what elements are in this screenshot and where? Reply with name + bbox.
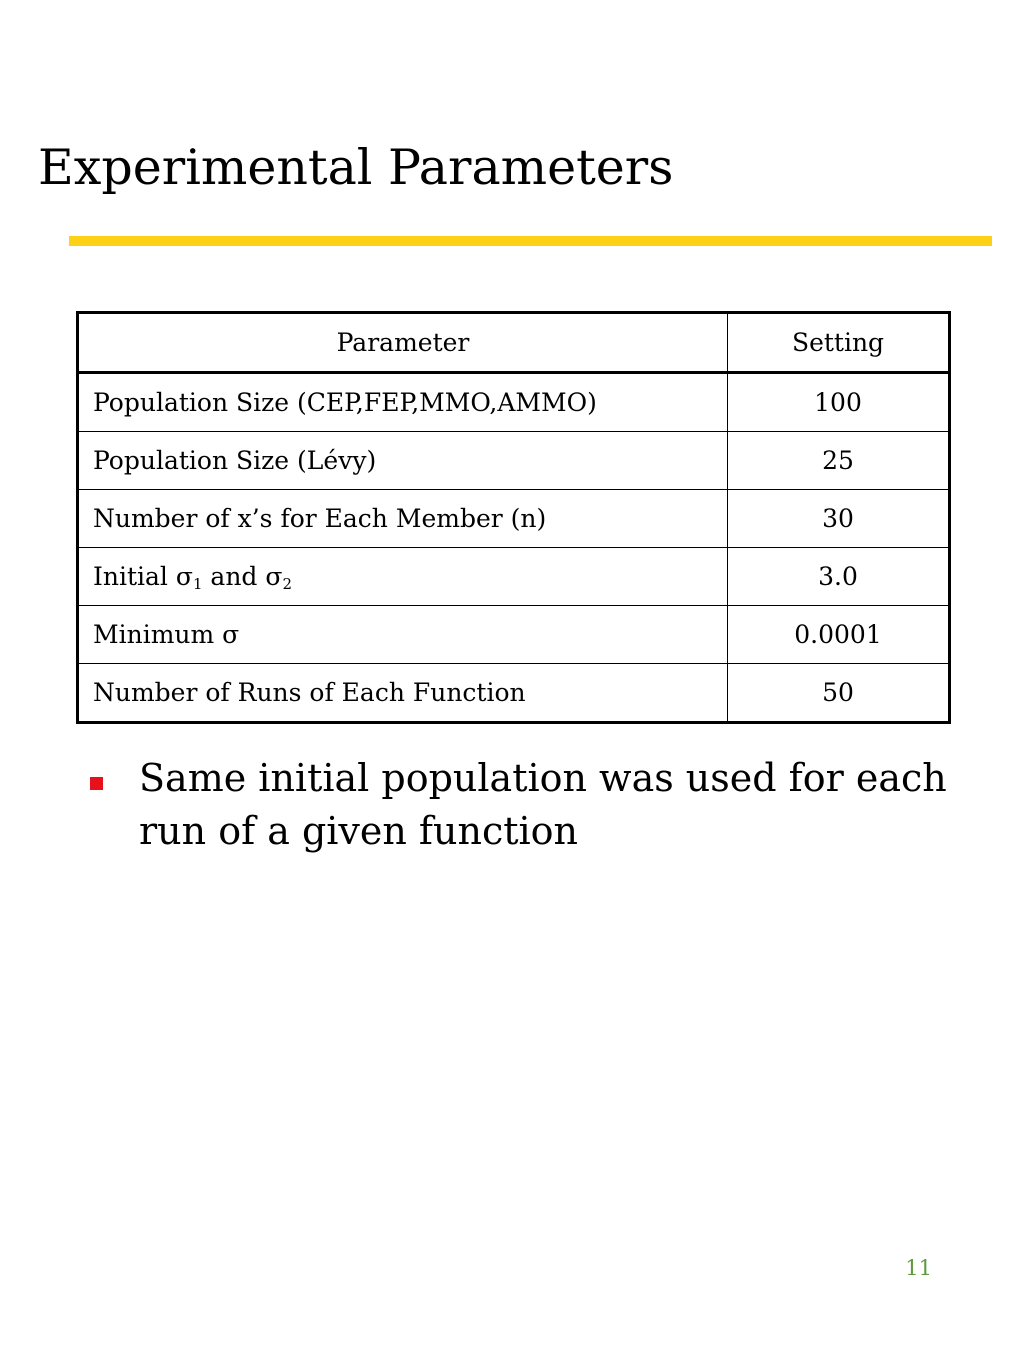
bullet-item <box>88 752 948 858</box>
column-header-setting: Setting <box>728 313 950 373</box>
subscript-1: 1 <box>192 575 203 593</box>
setting-cell: 50 <box>728 664 950 723</box>
parameter-cell: Number of x’s for Each Member (n) <box>78 490 728 548</box>
bullet-list <box>88 752 948 858</box>
parameter-cell: Number of Runs of Each Function <box>78 664 728 723</box>
parameter-text-middle: and σ <box>202 562 283 591</box>
parameter-text-prefix: Initial σ <box>93 562 193 591</box>
table-row <box>78 432 950 490</box>
page-number: 11 <box>905 1256 932 1280</box>
title-underline-bar <box>69 236 992 246</box>
column-header-parameter: Parameter <box>78 313 728 373</box>
parameter-cell: Minimum σ <box>78 606 728 664</box>
bullet-text: Same initial population was used for each run of a given function <box>139 756 947 853</box>
table-header-row <box>78 313 950 373</box>
setting-cell: 30 <box>728 490 950 548</box>
setting-cell: 3.0 <box>728 548 950 606</box>
square-bullet-icon <box>90 777 103 790</box>
table-row <box>78 373 950 432</box>
table-row <box>78 606 950 664</box>
table-row <box>78 490 950 548</box>
setting-cell: 100 <box>728 373 950 432</box>
slide-title: Experimental Parameters <box>38 139 674 196</box>
table-row <box>78 664 950 723</box>
parameter-cell: Population Size (Lévy) <box>78 432 728 490</box>
table-row <box>78 548 950 606</box>
setting-cell: 25 <box>728 432 950 490</box>
subscript-2: 2 <box>282 575 292 593</box>
parameter-cell <box>78 548 728 606</box>
setting-cell: 0.0001 <box>728 606 950 664</box>
parameters-table <box>76 311 951 724</box>
parameter-cell: Population Size (CEP,FEP,MMO,AMMO) <box>78 373 728 432</box>
